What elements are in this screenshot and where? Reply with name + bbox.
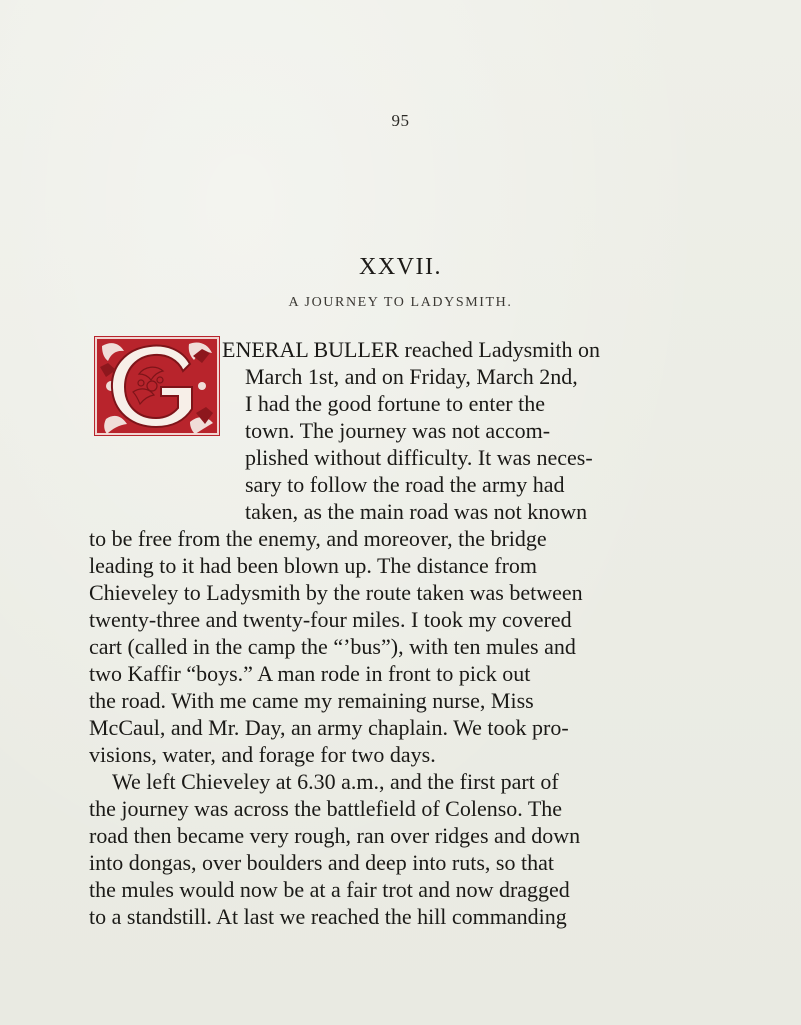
text-line-9: leading to it had been blown up. The distance from <box>89 553 538 578</box>
text-line-16: visions, water, and forage for two days. <box>89 742 436 767</box>
text-line-11: twenty-three and twenty-four miles. I took my covered <box>89 607 572 632</box>
chapter-title: A JOURNEY TO LADYSMITH. <box>288 295 513 310</box>
text-line-12: cart (called in the camp the “’bus”), with ten mules and <box>89 634 576 659</box>
text-line-3: I had the good fortune to enter the <box>245 391 545 416</box>
text-line-1: ENERAL BULLER reached Ladysmith on <box>222 337 600 362</box>
text-line-19: road then became very rough, ran over ridges and down <box>89 823 581 848</box>
text-line-21: the mules would now be at a fair trot and now dragged <box>89 877 570 902</box>
chapter-number: XXVII. <box>359 254 442 280</box>
text-line-18: the journey was across the battlefield of Colenso. The <box>89 796 563 821</box>
decorative-initial-g <box>94 336 220 436</box>
text-line-7: taken, as the main road was not known <box>245 499 588 524</box>
page-number: 95 <box>391 111 410 130</box>
text-line-6: sary to follow the road the army had <box>245 472 565 497</box>
text-line-15: McCaul, and Mr. Day, an army chaplain. We took pro- <box>89 715 569 740</box>
text-line-14: the road. With me came my remaining nurse, Miss <box>89 688 534 713</box>
text-line-8: to be free from the enemy, and moreover, the bridge <box>89 526 547 551</box>
text-line-4: town. The journey was not accom- <box>245 418 551 443</box>
text-line-22: to a standstill. At last we reached the hill commanding <box>89 904 567 929</box>
text-line-10: Chieveley to Ladysmith by the route taken was between <box>89 580 583 605</box>
text-line-2: March 1st, and on Friday, March 2nd, <box>245 364 578 389</box>
text-line-17: We left Chieveley at 6.30 a.m., and the first part of <box>112 769 559 794</box>
text-line-13: two Kaffir “boys.” A man rode in front to pick out <box>89 661 531 686</box>
text-line-5: plished without difficulty. It was neces- <box>245 445 593 470</box>
text-line-20: into dongas, over boulders and deep into ruts, so that <box>89 850 554 875</box>
